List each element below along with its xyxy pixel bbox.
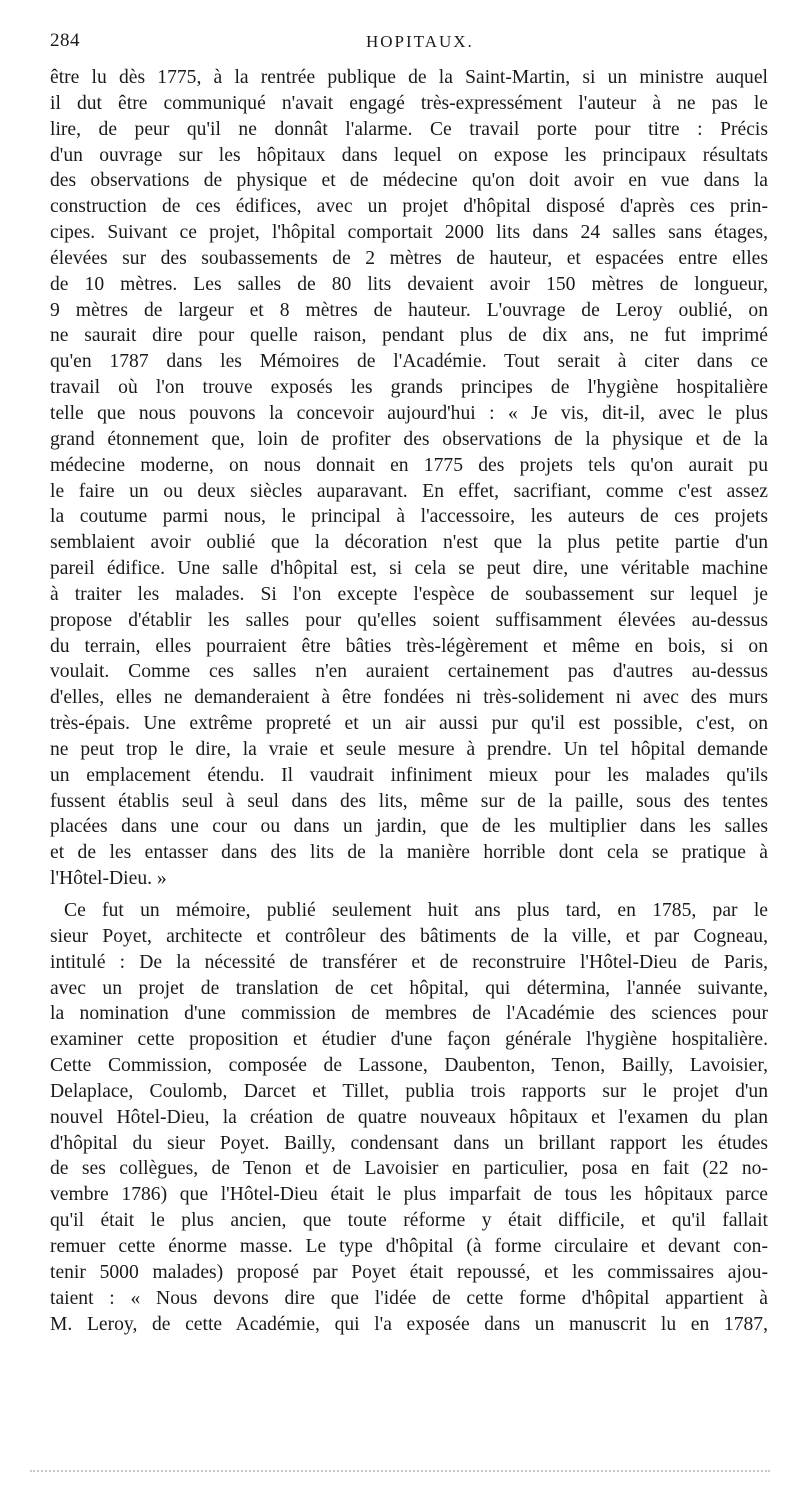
text-line: la coutume parmi nous, le principal à l'accessoire, les auteurs de ces projets: [50, 506, 768, 528]
text-line: vembre 1786) que l'Hôtel-Dieu était le plus imparfait de tous les hôpitaux parce: [50, 1184, 768, 1206]
text-line: sieur Poyet, architecte et contrôleur des bâtiments de la ville, et par Cogneau,: [50, 925, 768, 947]
text-line: travail où l'on trouve exposés les grands principes de l'hygiène hospitalière: [50, 377, 768, 399]
text-line: l'Hôtel-Dieu. »: [50, 868, 167, 890]
text-line: du terrain, elles pourraient être bâties très-légèrement et même en bois, si on: [50, 635, 768, 657]
text-line: fussent établis seul à seul dans des lits, même sur de la paille, sous des tentes: [50, 790, 768, 812]
text-line: médecine moderne, on nous donnait en 1775 des projets tels qu'on aurait pu: [50, 454, 768, 476]
text-line: élevées sur des soubassements de 2 mètres de hauteur, et espacées entre elles: [50, 247, 768, 269]
paragraph: [50, 898, 768, 1337]
text-line: construction de ces édifices, avec un projet d'hôpital disposé d'après ces prin-: [50, 196, 768, 218]
text-line: nouvel Hôtel-Dieu, la création de quatre nouveaux hôpitaux et l'examen du plan: [50, 1106, 768, 1128]
text-line: propose d'établir les salles pour qu'elles soient suffisamment élevées au-dessus: [50, 609, 768, 631]
page-number: 284: [50, 30, 80, 51]
text-line: d'un ouvrage sur les hôpitaux dans lequel on expose les principaux résultats: [50, 144, 768, 166]
text-line: placées dans une cour ou dans un jardin, que de les multiplier dans les salles: [50, 816, 768, 838]
text-line: et de les entasser dans des lits de la manière horrible dont cela se pratique à: [50, 842, 768, 864]
running-title: HOPITAUX.: [366, 32, 474, 51]
text-line: semblaient avoir oublié que la décoration n'est que la plus petite partie d'un: [50, 532, 768, 554]
text-line: taient : « Nous devons dire que l'idée de cette forme d'hôpital appartient à: [50, 1287, 768, 1309]
text-line: ne peut trop le dire, la vraie et seule mesure à prendre. Un tel hôpital demande: [50, 738, 768, 760]
text-line: examiner cette proposition et étudier d'une façon générale l'hygiène hospitalière.: [50, 1029, 768, 1051]
text-line: Cette Commission, composée de Lassone, Daubenton, Tenon, Bailly, Lavoisier,: [50, 1055, 768, 1077]
text-line: des observations de physique et de médecine qu'on doit avoir en vue dans la: [50, 170, 768, 192]
text-line: la nomination d'une commission de membres de l'Académie des sciences pour: [50, 1003, 768, 1025]
text-line: à traiter les malades. Si l'on excepte l'espèce de soubassement sur lequel je: [50, 583, 768, 605]
text-line: intitulé : De la nécessité de transférer et de reconstruire l'Hôtel-Dieu de Paris,: [50, 951, 768, 973]
text-line: pareil édifice. Une salle d'hôpital est, si cela se peut dire, une véritable machine: [50, 558, 768, 580]
text-line: le faire un ou deux siècles auparavant. En effet, sacrifiant, comme c'est assez: [50, 480, 768, 502]
text-line: qu'il était le plus ancien, que toute réforme y était difficile, et qu'il fallait: [50, 1210, 768, 1232]
running-head: [50, 30, 762, 60]
text-line: un emplacement étendu. Il vaudrait infiniment mieux pour les malades qu'ils: [50, 764, 768, 786]
text-line: voulait. Comme ces salles n'en auraient certainement pas d'autres au-dessus: [50, 661, 768, 683]
text-line: lire, de peur qu'il ne donnât l'alarme. Ce travail porte pour titre : Précis: [50, 118, 768, 140]
text-line: d'elles, elles ne demanderaient à être fondées ni très-solidement ni avec des murs: [50, 687, 768, 709]
page-footer: [30, 1468, 770, 1474]
text-line: il dut être communiqué n'avait engagé très-expressément l'auteur à ne pas le: [50, 92, 768, 114]
text-line: de 10 mètres. Les salles de 80 lits devaient avoir 150 mètres de longueur,: [50, 273, 768, 295]
text-line: cipes. Suivant ce projet, l'hôpital comportait 2000 lits dans 24 salles sans étages,: [50, 222, 768, 244]
text-line: qu'en 1787 dans les Mémoires de l'Académie. Tout serait à citer dans ce: [50, 351, 768, 373]
paragraph-continuation: [50, 65, 768, 892]
text-line: de ses collègues, de Tenon et de Lavoisier en particulier, posa en fait (22 no-: [50, 1158, 768, 1180]
text-line: Ce fut un mémoire, publié seulement huit ans plus tard, en 1785, par le: [64, 900, 768, 921]
text-line: très-épais. Une extrême propreté et un air aussi pur qu'il est possible, c'est, on: [50, 713, 768, 735]
text-line: d'hôpital du sieur Poyet. Bailly, condensant dans un brillant rapport les études: [50, 1132, 768, 1154]
text-line: M. Leroy, de cette Académie, qui l'a exposée dans un manuscrit lu en 1787,: [50, 1313, 768, 1335]
body-text: [50, 65, 768, 1337]
text-line: telle que nous pouvons la concevoir aujourd'hui : « Je vis, dit-il, avec le plus: [50, 402, 768, 424]
text-line: ne saurait dire pour quelle raison, pendant plus de dix ans, ne fut imprimé: [50, 325, 768, 347]
text-line: remuer cette énorme masse. Le type d'hôpital (à forme circulaire et devant con-: [50, 1235, 768, 1257]
footer-rule: [30, 1470, 770, 1472]
text-line: grand étonnement que, loin de profiter des observations de la physique et de la: [50, 428, 768, 450]
text-line: 9 mètres de largeur et 8 mètres de hauteur. L'ouvrage de Leroy oublié, on: [50, 299, 768, 321]
text-line: être lu dès 1775, à la rentrée publique de la Saint-Martin, si un ministre auquel: [50, 67, 768, 88]
text-line: tenir 5000 malades) proposé par Poyet était repoussé, et les commissaires ajou-: [50, 1261, 768, 1283]
text-line: Delaplace, Coulomb, Darcet et Tillet, publia trois rapports sur le projet d'un: [50, 1080, 768, 1102]
text-line: avec un projet de translation de cet hôpital, qui détermina, l'année suivante,: [50, 977, 768, 999]
